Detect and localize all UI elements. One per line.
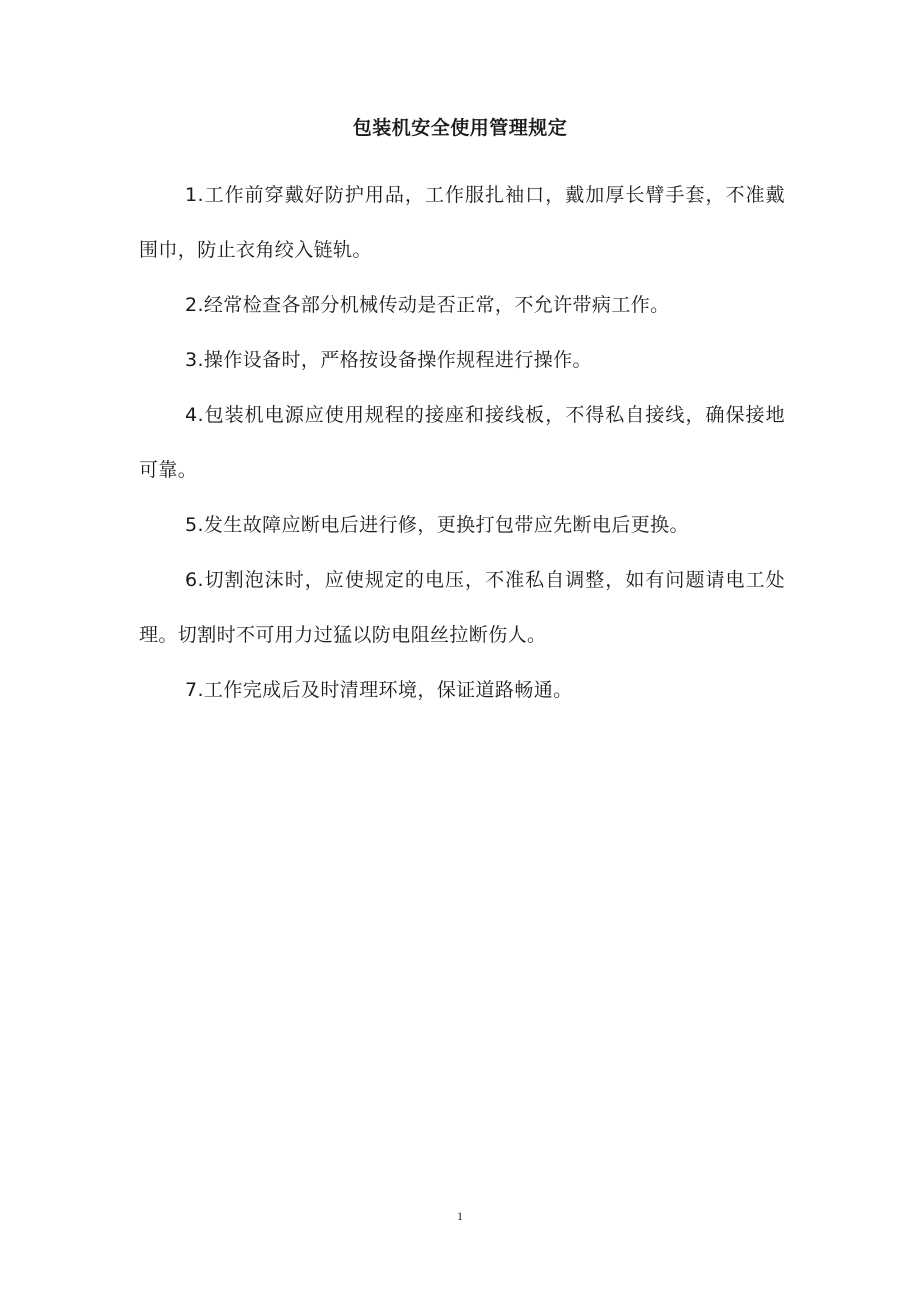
rule-paragraph-3: 3.操作设备时，严格按设备操作规程进行操作。 <box>185 349 592 371</box>
rule-paragraph-2: 2.经常检查各部分机械传动是否正常，不允许带病工作。 <box>185 294 670 316</box>
page-number: 1 <box>457 1209 463 1223</box>
rule-paragraph-7: 7.工作完成后及时清理环境，保证道路畅通。 <box>185 679 573 701</box>
rule-paragraph-5: 5.发生故障应断电后进行修，更换打包带应先断电后更换。 <box>185 514 689 536</box>
document-title: 包装机安全使用管理规定 <box>352 117 568 139</box>
rule-paragraph-4: 4.包装机电源应使用规程的接座和接线板，不得私自接线，确保接地可靠。 <box>139 404 785 481</box>
rule-paragraph-1: 1.工作前穿戴好防护用品，工作服扎袖口，戴加厚长臂手套，不准戴围巾，防止衣角绞入链轨。 <box>139 184 785 261</box>
rule-paragraph-6: 6.切割泡沫时，应使规定的电压，不准私自调整，如有问题请电工处理。切割时不可用力过猛以防电阻丝拉断伤人。 <box>139 569 785 646</box>
document-body <box>139 168 785 718</box>
